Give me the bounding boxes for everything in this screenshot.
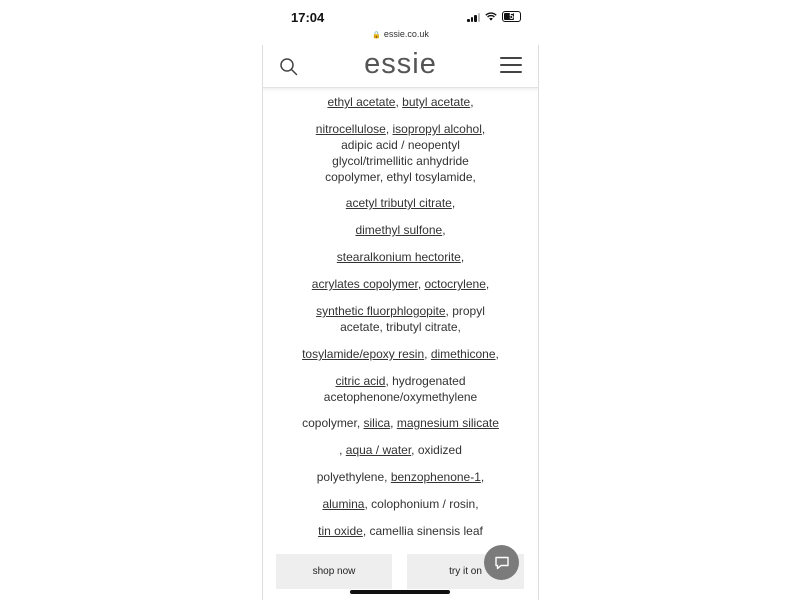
ingredient-paragraph <box>263 346 538 362</box>
ingredient-text: , <box>485 277 490 291</box>
ingredient-text: , <box>480 470 485 484</box>
chat-button[interactable] <box>484 545 519 580</box>
ingredient-text: , <box>442 223 446 237</box>
ingredient-text: , hydrogenated <box>385 374 466 388</box>
ingredient-paragraph <box>263 303 538 335</box>
ingredient-link[interactable]: acetyl tributyl citrate <box>345 196 452 210</box>
ingredient-text: acetophenone/oxymethylene <box>323 390 478 404</box>
shop-now-button[interactable]: shop now <box>276 554 392 589</box>
ingredient-link[interactable]: butyl acetate <box>402 95 471 109</box>
home-indicator <box>350 590 450 594</box>
try-it-on-button[interactable]: try it on <box>407 554 524 589</box>
ingredient-text: glycol/trimellitic anhydride <box>332 154 469 168</box>
ingredient-link[interactable]: tosylamide/epoxy resin <box>302 347 425 361</box>
ingredient-link[interactable]: isopropyl alcohol <box>392 122 482 136</box>
ingredient-paragraph <box>263 249 538 265</box>
ingredient-text: , <box>451 196 456 210</box>
ingredients-list <box>262 88 539 600</box>
url-text: essie.co.uk <box>383 29 429 39</box>
ingredient-text: adipic acid / neopentyl <box>341 138 460 152</box>
ingredient-text: acetate, tributyl citrate, <box>340 320 461 334</box>
ingredient-paragraph <box>263 469 538 485</box>
ingredient-link[interactable]: citric acid <box>335 374 386 388</box>
ingredient-link[interactable]: octocrylene <box>424 277 486 291</box>
ingredient-link[interactable]: dimethyl sulfone <box>355 223 443 237</box>
ingredient-text: , <box>339 443 346 457</box>
ingredient-text: copolymer, ethyl tosylamide, <box>325 170 476 184</box>
ingredient-paragraph <box>263 415 538 431</box>
ingredient-link[interactable]: magnesium silicate <box>396 416 499 430</box>
essie-logo[interactable]: essie <box>364 48 437 80</box>
ingredient-text: , propyl <box>445 304 485 318</box>
phone-viewport <box>262 0 539 600</box>
ingredient-paragraph <box>263 94 538 110</box>
ingredient-text: , <box>395 95 403 109</box>
ingredient-paragraph <box>263 523 538 539</box>
ingredient-link[interactable]: tin oxide <box>318 524 363 538</box>
status-icons <box>467 11 521 22</box>
ingredient-text: , colophonium / rosin, <box>364 497 479 511</box>
wifi-icon <box>485 12 497 21</box>
ingredient-text: , <box>385 122 393 136</box>
ingredient-text: , oxidized <box>411 443 462 457</box>
status-bar <box>262 0 539 30</box>
ingredient-paragraph <box>263 442 538 458</box>
ingredient-text: copolymer, <box>302 416 364 430</box>
ingredient-link[interactable]: silica <box>363 416 391 430</box>
ingredient-link[interactable]: synthetic fluorphlogopite <box>316 304 446 318</box>
status-time: 17:04 <box>291 10 325 25</box>
menu-button[interactable] <box>500 57 522 75</box>
ingredient-text: , <box>495 347 499 361</box>
site-header <box>262 45 539 88</box>
ingredient-text: , <box>470 95 474 109</box>
ingredient-text: , camellia sinensis leaf <box>362 524 483 538</box>
ingredient-link[interactable]: nitrocellulose <box>315 122 386 136</box>
ingredient-link[interactable]: alumina <box>322 497 365 511</box>
ingredient-paragraph <box>263 496 538 512</box>
ingredient-link[interactable]: dimethicone <box>430 347 496 361</box>
ingredient-paragraph <box>263 222 538 238</box>
cellular-signal-icon <box>467 12 480 22</box>
hamburger-menu-icon <box>500 57 522 59</box>
address-bar[interactable] <box>262 29 539 39</box>
ingredient-paragraph <box>263 276 538 292</box>
ingredient-text: polyethylene, <box>316 470 391 484</box>
ingredient-link[interactable]: acrylates copolymer <box>311 277 418 291</box>
ingredient-link[interactable]: aqua / water <box>345 443 412 457</box>
ingredient-text: , <box>390 416 397 430</box>
ingredient-link[interactable]: benzophenone-1 <box>390 470 481 484</box>
ingredient-text: , <box>481 122 486 136</box>
ingredient-text: , <box>460 250 465 264</box>
ingredient-link[interactable]: ethyl acetate <box>327 95 396 109</box>
ingredient-link[interactable]: stearalkonium hectorite <box>336 250 461 264</box>
ingredient-text: , <box>424 347 431 361</box>
lock-icon: 🔒 <box>372 32 381 39</box>
chat-bubble-icon <box>494 556 510 570</box>
ingredient-text: , <box>417 277 425 291</box>
battery-icon <box>502 11 521 22</box>
ingredient-paragraph <box>263 195 538 211</box>
ingredient-paragraph <box>263 121 538 185</box>
ingredient-paragraph <box>263 373 538 405</box>
battery-level: 5 <box>509 12 514 21</box>
